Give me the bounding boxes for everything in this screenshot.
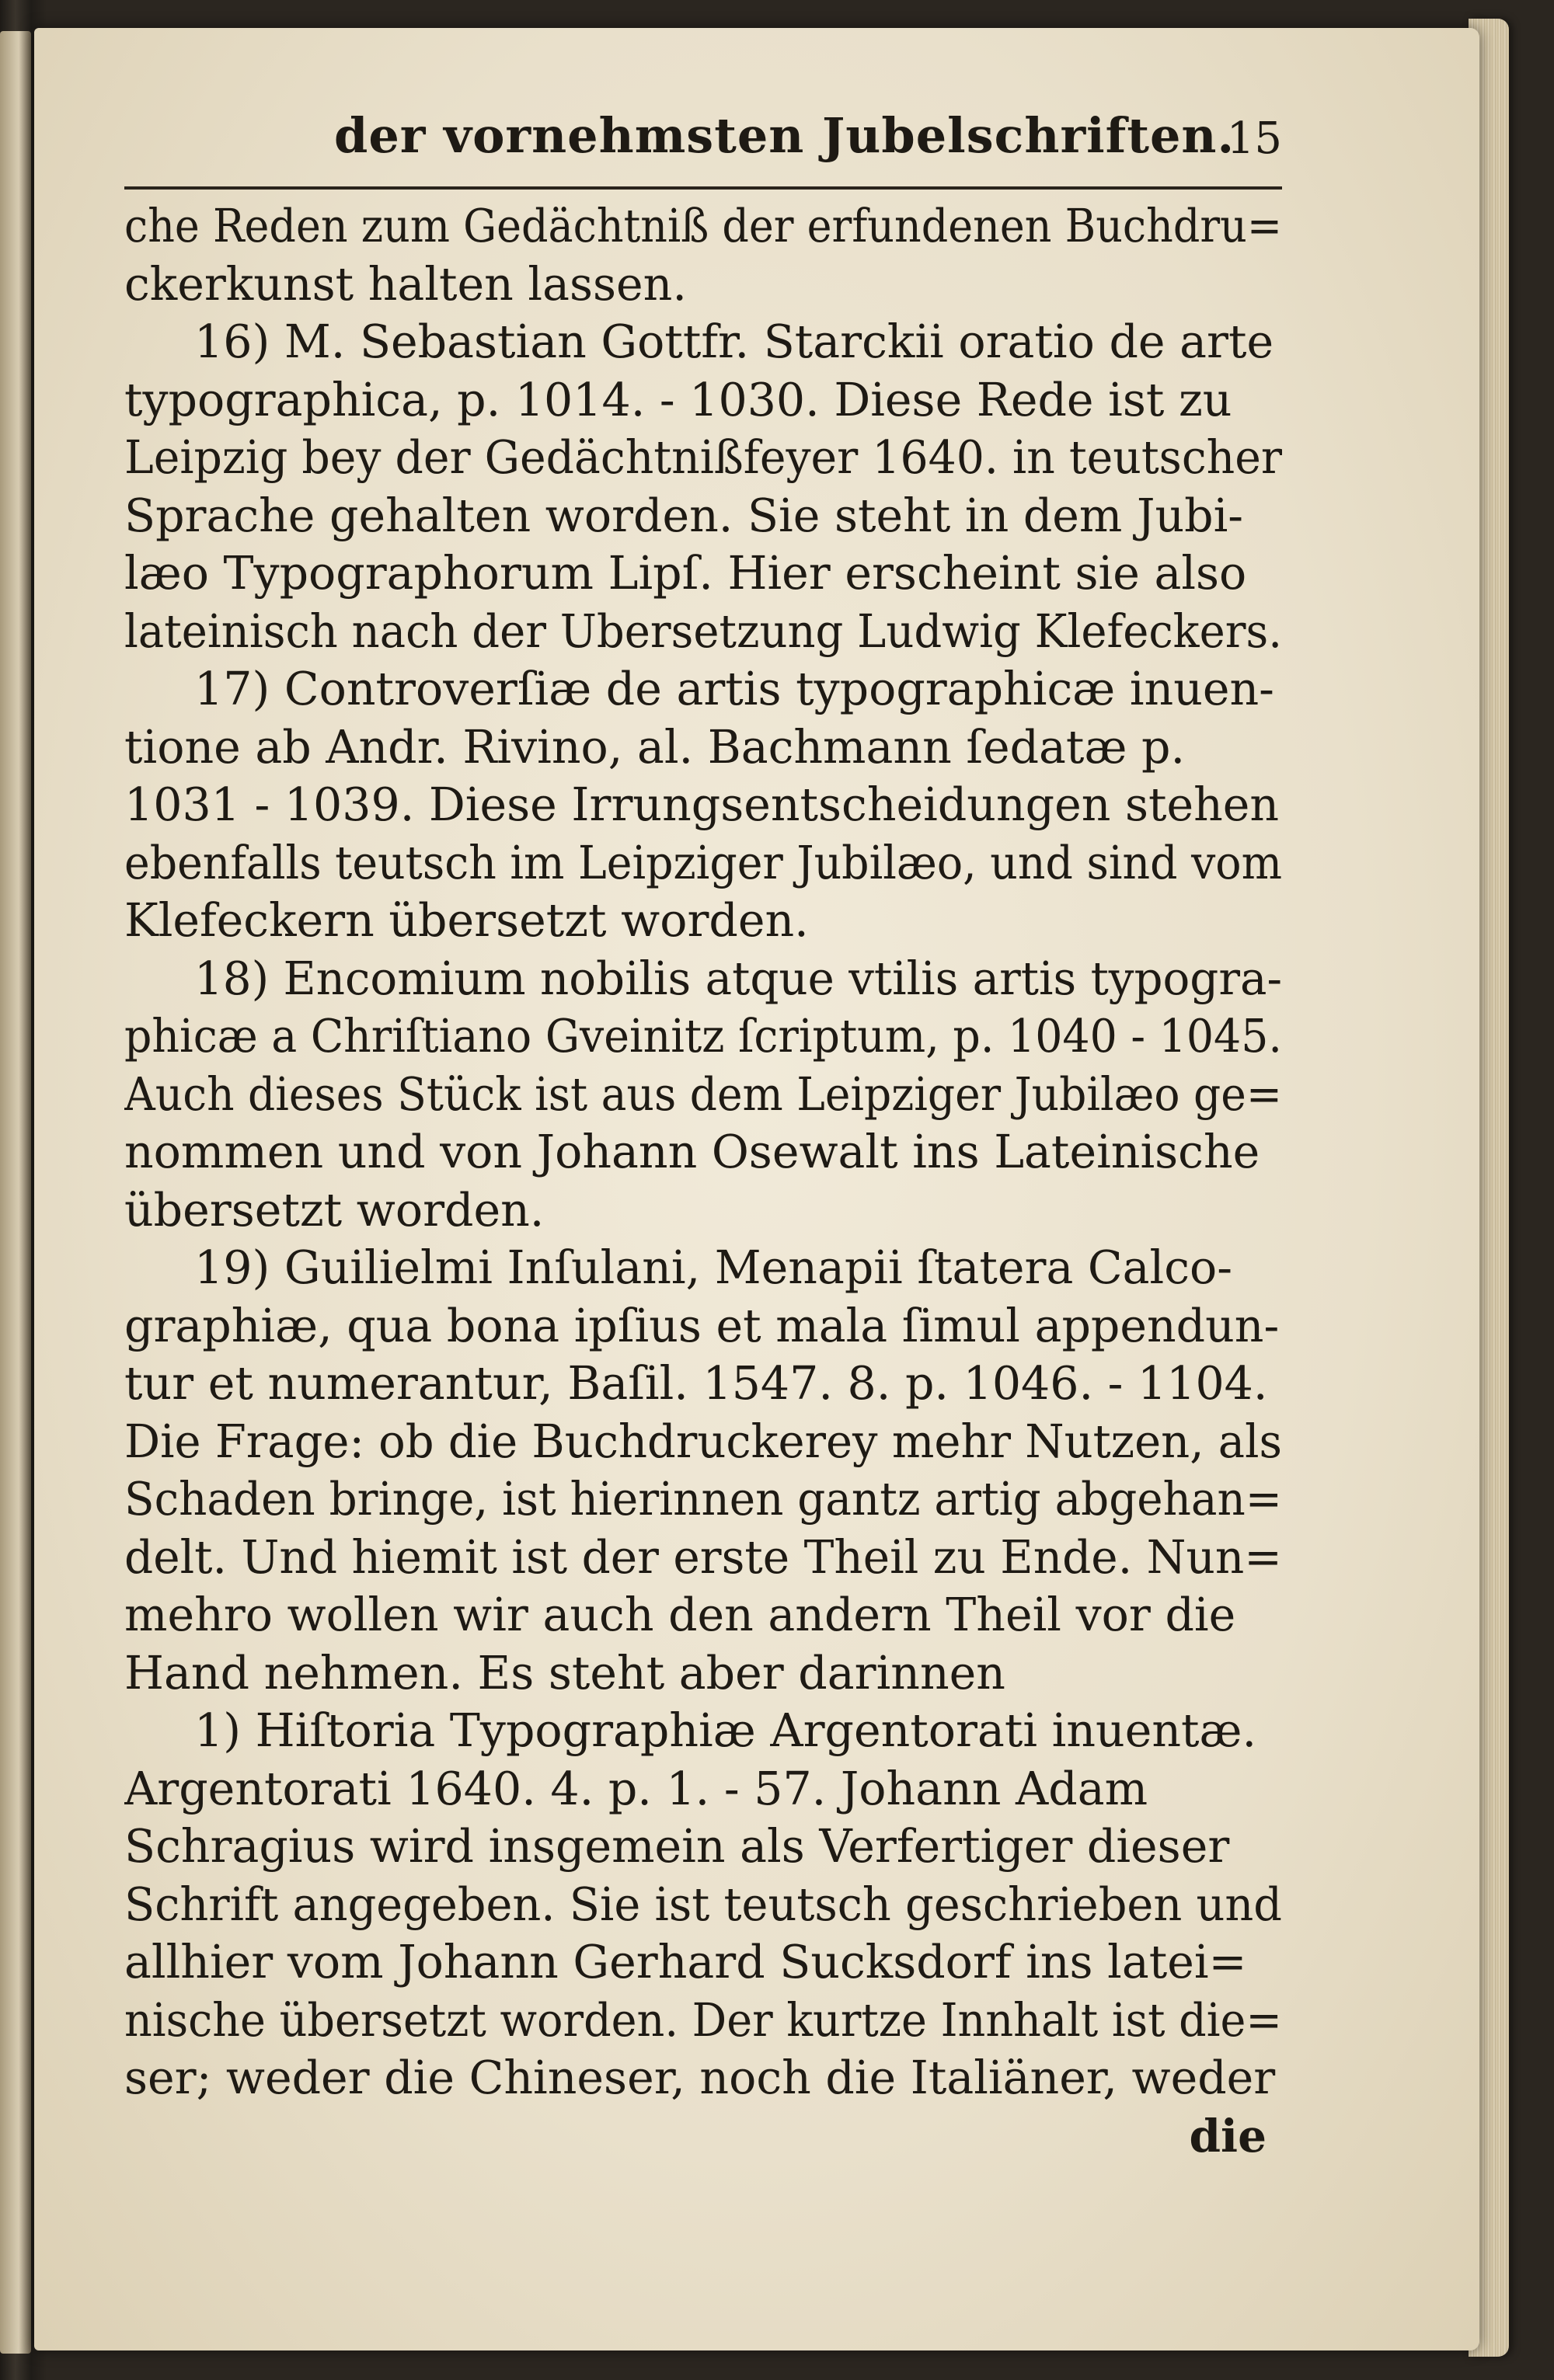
text-line: Klefeckern übersetzt worden. xyxy=(124,894,809,947)
page-content xyxy=(124,101,1282,2165)
text-line: tione ab Andr. Rivino, al. Bachmann ſedatæ p. xyxy=(124,720,1186,774)
text-line: Schaden bringe, ist hierinnen gantz artig abgehan= xyxy=(124,1473,1282,1526)
text-line: allhier vom Johann Gerhard Sucksdorf ins latei= xyxy=(124,1936,1247,1989)
text-line: 18) Encomium nobilis atque vtilis artis typogra- xyxy=(194,952,1282,1005)
text-line: ckerkunst halten lassen. xyxy=(124,257,687,311)
text-line: Leipzig bey der Gedächtnißfeyer 1640. in teutscher xyxy=(124,431,1282,484)
body-text xyxy=(124,197,1282,2165)
text-line: graphiæ, qua bona ipſius et mala ſimul appendun- xyxy=(124,1299,1280,1352)
text-line: delt. Und hiemit ist der erste Theil zu Ende. Nun= xyxy=(124,1530,1282,1584)
text-line: mehro wollen wir auch den andern Theil vor die xyxy=(124,1588,1236,1641)
text-line: Die Frage: ob die Buchdruckerey mehr Nutzen, als xyxy=(124,1414,1282,1468)
page-header xyxy=(124,101,1282,190)
text-line: 19) Guilielmi Inſulani, Menapii ſtatera Calco- xyxy=(194,1241,1233,1294)
text-line: Sprache gehalten worden. Sie steht in dem Jubi- xyxy=(124,489,1244,542)
text-line: 1) Hiſtoria Typographiæ Argentorati inuentæ. xyxy=(194,1704,1257,1757)
running-title: der vornehmsten Jubelschriften. xyxy=(334,107,1235,164)
text-line: læo Typographorum Lipſ. Hier erscheint sie also xyxy=(124,547,1247,600)
text-line: Schragius wird insgemein als Verfertiger dieser xyxy=(124,1820,1230,1873)
text-line: che Reden zum Gedächtniß der erfundenen Buchdru= xyxy=(124,200,1282,252)
text-line: übersetzt worden. xyxy=(124,1183,545,1237)
text-line: nische übersetzt worden. Der kurtze Innhalt ist die= xyxy=(124,1993,1282,2047)
text-line: ser; weder die Chineser, noch die Italiäner, weder xyxy=(124,2051,1276,2104)
text-line: 17) Controverſiæ de artis typographicæ inuen- xyxy=(194,663,1274,715)
text-line: nommen und von Johann Osewalt ins Lateinische xyxy=(124,1126,1260,1178)
text-line: lateinisch nach der Ubersetzung Ludwig Klefeckers. xyxy=(124,604,1282,658)
text-line: Hand nehmen. Es steht aber darinnen xyxy=(124,1646,1005,1700)
text-line: Auch dieses Stück ist aus dem Leipziger Jubilæo ge= xyxy=(124,1067,1282,1121)
text-line: 16) M. Sebastian Gottfr. Starckii oratio de arte xyxy=(194,315,1274,368)
text-line: tur et numerantur, Baſil. 1547. 8. p. 1046. - 1104. xyxy=(124,1357,1268,1410)
text-line: Argentorati 1640. 4. p. 1. - 57. Johann Adam xyxy=(124,1762,1148,1815)
page-number: 15 xyxy=(1226,113,1282,164)
left-page-edge xyxy=(0,31,31,2354)
text-line: phicæ a Chriſtiano Gveinitz ſcriptum, p. 1040 - 1045. xyxy=(124,1010,1282,1063)
text-line: Schrift angegeben. Sie ist teutsch geschrieben und xyxy=(124,1877,1282,1931)
text-line: ebenfalls teutsch im Leipziger Jubilæo, und sind vom xyxy=(124,836,1282,889)
catchword: die xyxy=(1189,2109,1267,2163)
text-line: 1031 - 1039. Diese Irrungsentscheidungen stehen xyxy=(124,778,1280,831)
text-line: typographica, p. 1014. - 1030. Diese Rede ist zu xyxy=(124,373,1232,426)
